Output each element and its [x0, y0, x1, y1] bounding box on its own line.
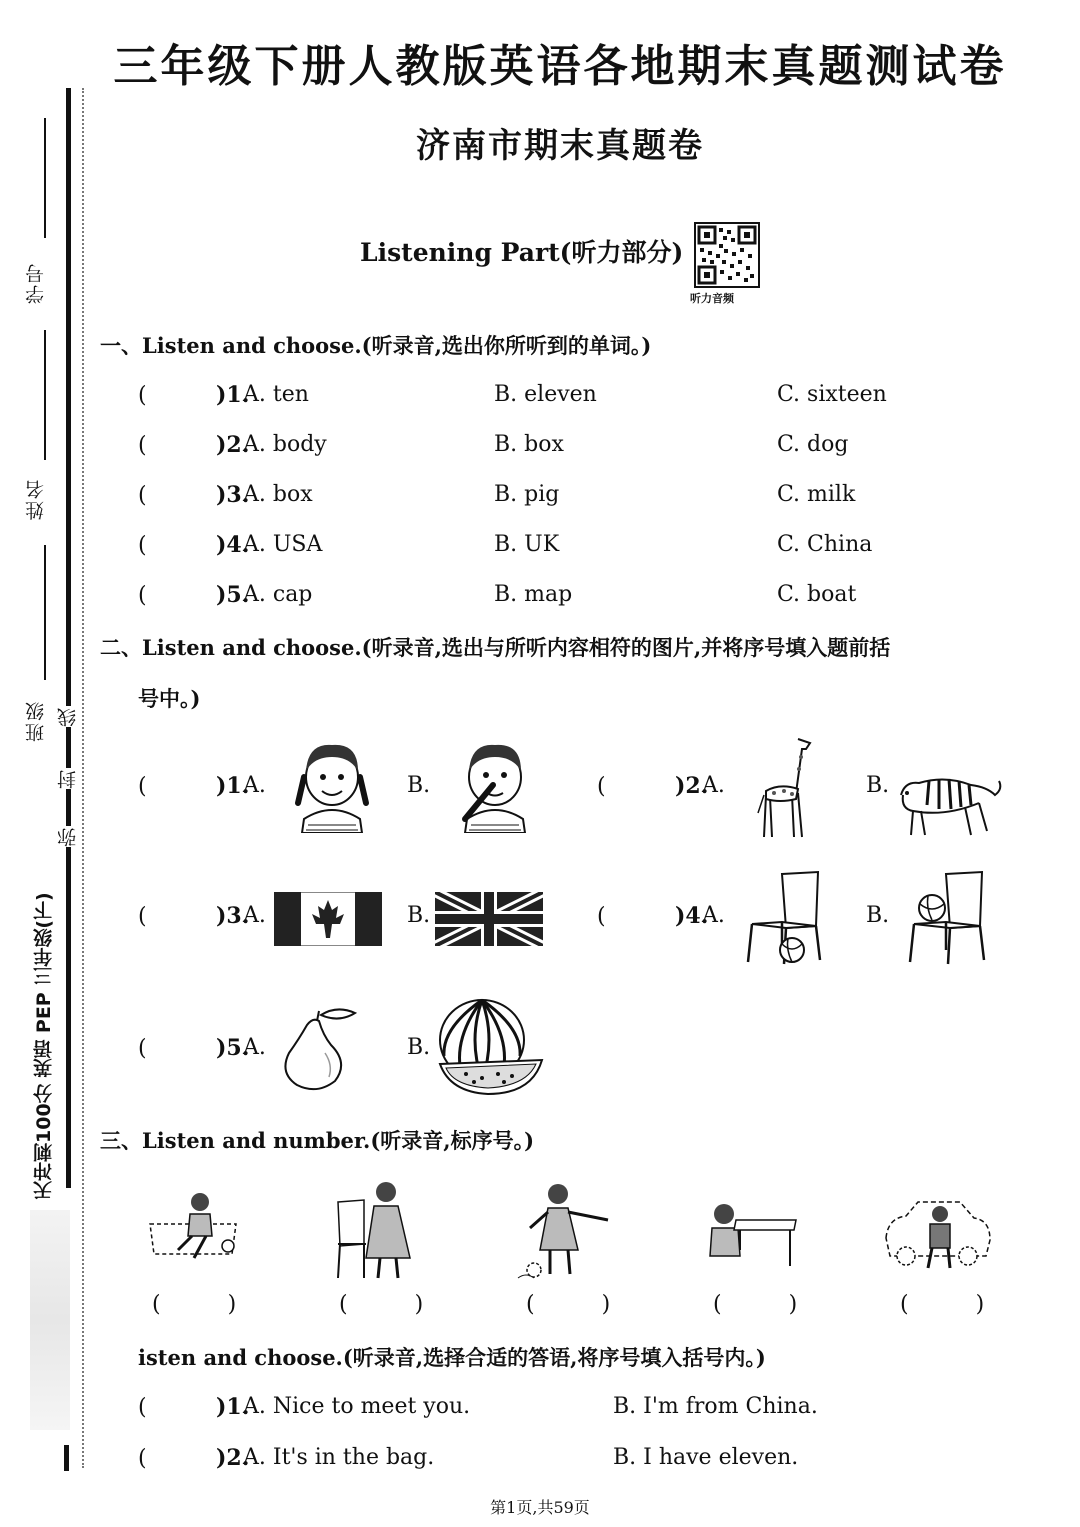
choice-b-label: B. — [407, 1035, 431, 1060]
s2-q4 — [597, 903, 708, 929]
s1-q1 — [138, 382, 249, 408]
answer-paren[interactable]: ( — [138, 433, 147, 458]
qr-code-icon[interactable] — [694, 222, 760, 288]
q-number: )1. — [216, 1394, 250, 1420]
label-seal: 封 — [54, 768, 81, 789]
pear-icon — [275, 1005, 359, 1095]
giraffe-icon — [752, 733, 822, 845]
q-number: )4. — [675, 903, 709, 929]
binding-line — [66, 88, 71, 1188]
s1-q2 — [138, 432, 249, 458]
girl-with-ball-icon — [512, 1180, 612, 1288]
sub-title: 济南市期末真题卷 — [416, 126, 704, 166]
cut-line — [82, 88, 84, 1468]
ball-on-chair-icon — [904, 868, 988, 972]
label-name: 姓名 — [25, 478, 47, 520]
boy-nose-icon — [455, 733, 535, 837]
section3-title: 三、Listen and number.(听录音,标序号。) — [100, 1128, 535, 1153]
answer-paren[interactable]: ( — [138, 533, 147, 558]
q-number: )2. — [675, 773, 709, 799]
answer-paren[interactable]: ( — [597, 774, 606, 799]
option-b: B. I'm from China. — [613, 1394, 818, 1419]
choice-b-label: B. — [407, 903, 431, 928]
answer-paren[interactable]: ( — [138, 1446, 147, 1471]
option-b: B. I have eleven. — [613, 1445, 799, 1470]
s2-q1 — [138, 773, 249, 799]
section1-title: 一、Listen and choose.(听录音,选出你所听到的单词。) — [100, 333, 652, 358]
q-number: )1. — [216, 773, 250, 799]
label-student-id: 学号 — [25, 262, 47, 304]
option-b: B. map — [494, 582, 573, 607]
option-c: C. China — [777, 532, 873, 557]
option-a: A. Nice to meet you. — [243, 1394, 471, 1419]
number-blank[interactable]: ( ) — [339, 1292, 454, 1317]
q-number: )3. — [216, 903, 250, 929]
choice-b-label: B. — [407, 773, 431, 798]
q-number: )3. — [216, 482, 250, 508]
qr-caption: 听力音频 — [690, 292, 734, 305]
watermelon-icon — [432, 998, 546, 1100]
answer-paren[interactable]: ( — [597, 904, 606, 929]
section2-title: 二、Listen and choose.(听录音,选出与所听内容相符的图片,并将序号填入题前括 — [100, 635, 891, 660]
answer-paren[interactable]: ( — [138, 383, 147, 408]
option-b: B. UK — [494, 532, 560, 557]
number-blank[interactable]: ( ) — [152, 1292, 267, 1317]
uk-flag-icon — [435, 892, 543, 950]
option-b: B. eleven — [494, 382, 597, 407]
section2-title-cont: 号中。) — [138, 686, 201, 711]
s4-q2 — [138, 1445, 249, 1471]
option-b: B. box — [494, 432, 564, 457]
answer-paren[interactable]: ( — [138, 1036, 147, 1061]
girl-behind-chair-icon — [334, 1178, 418, 1286]
main-title: 三年级下册人教版英语各地期末真题测试卷 — [113, 41, 1007, 92]
s2-q5 — [138, 1035, 249, 1061]
answer-paren[interactable]: ( — [138, 483, 147, 508]
option-a: A. box — [243, 482, 313, 507]
answer-paren[interactable]: ( — [138, 774, 147, 799]
s4-q1 — [138, 1394, 249, 1420]
tiger-icon — [895, 765, 1005, 845]
girl-on-bench-icon — [148, 1188, 240, 1272]
answer-paren[interactable]: ( — [138, 583, 147, 608]
q-number: )4. — [216, 532, 250, 558]
choice-a-label: A. — [702, 773, 725, 798]
s2-q2 — [597, 773, 708, 799]
canada-flag-icon — [274, 892, 382, 950]
q-number: )2. — [216, 432, 250, 458]
choice-a-label: A. — [243, 903, 266, 928]
answer-paren[interactable]: ( — [138, 904, 147, 929]
page-footer: 第1页,共59页 — [490, 1498, 590, 1517]
option-a: A. cap — [243, 582, 313, 607]
boy-ears-icon — [292, 733, 372, 837]
q-number: )2. — [216, 1445, 250, 1471]
boy-at-desk-icon — [700, 1200, 800, 1274]
answer-paren[interactable]: ( — [138, 1395, 147, 1420]
label-class: 班级 — [25, 700, 47, 742]
number-blank[interactable]: ( ) — [526, 1292, 641, 1317]
s1-q3 — [138, 482, 249, 508]
choice-a-label: A. — [243, 773, 266, 798]
boy-in-car-icon — [882, 1196, 994, 1280]
spine-text: 天冲刺100分 英语 PEP 三年级(下) — [33, 892, 55, 1200]
choice-a-label: A. — [243, 1035, 266, 1060]
q-number: )5. — [216, 1035, 250, 1061]
s2-q3 — [138, 903, 249, 929]
q-number: )5. — [216, 582, 250, 608]
option-a: A. body — [243, 432, 327, 457]
ball-under-chair-icon — [742, 868, 826, 972]
part-title: Listening Part(听力部分) — [360, 238, 684, 267]
number-blank[interactable]: ( ) — [900, 1292, 1015, 1317]
label-line: 线 — [54, 706, 81, 727]
scan-smudge — [30, 1210, 70, 1430]
option-a: A. ten — [243, 382, 309, 407]
label-seal2: 弥 — [54, 826, 81, 847]
class-line — [44, 545, 46, 680]
s1-q4 — [138, 532, 249, 558]
number-blank[interactable]: ( ) — [713, 1292, 828, 1317]
choice-b-label: B. — [866, 773, 890, 798]
name-line — [44, 330, 46, 460]
section4-title: isten and choose.(听录音,选择合适的答语,将序号填入括号内。) — [138, 1345, 766, 1370]
option-c: C. boat — [777, 582, 857, 607]
option-c: C. milk — [777, 482, 856, 507]
option-c: C. sixteen — [777, 382, 887, 407]
q-number: )1. — [216, 382, 250, 408]
choice-a-label: A. — [702, 903, 725, 928]
s1-q5 — [138, 582, 249, 608]
option-a: A. USA — [243, 532, 323, 557]
option-c: C. dog — [777, 432, 849, 457]
choice-b-label: B. — [866, 903, 890, 928]
margin-tick — [64, 1445, 69, 1471]
option-b: B. pig — [494, 482, 560, 507]
option-a: A. It's in the bag. — [243, 1445, 435, 1470]
